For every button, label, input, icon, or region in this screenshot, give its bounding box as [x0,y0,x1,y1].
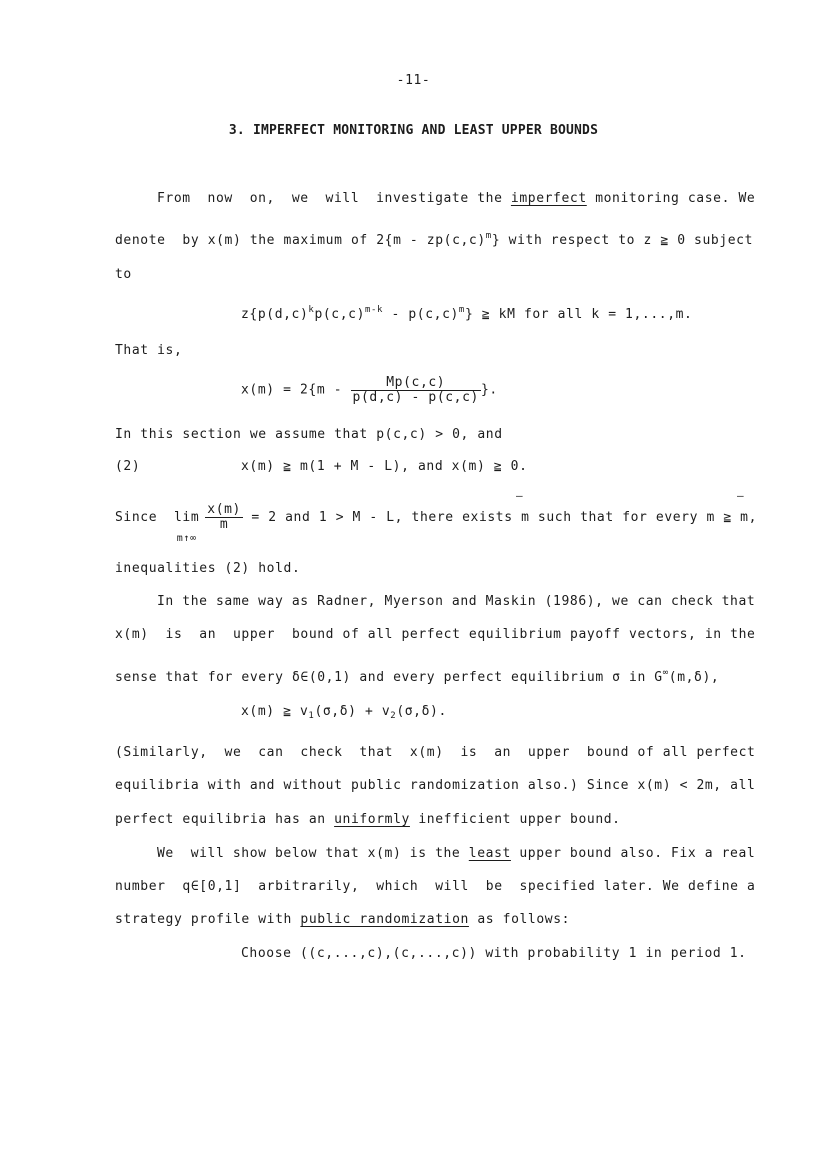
paragraph-line: inequalities (2) hold. [115,561,301,576]
emphasis-public-randomization: public randomization [300,912,469,927]
fraction: $\frac{x(m)}{m}$ [207,502,241,532]
emphasis-least: least [468,846,511,861]
overbar: – [516,489,524,502]
paragraph-line: to [115,267,132,282]
overbar: – [737,489,745,502]
equation-condition: x(m) ≧ m(1 + M - L), and x(m) ≧ 0. [241,459,528,474]
paragraph-line: (Similarly, we can check that x(m) is an upper bound of all perfect [115,745,756,760]
fraction: $\frac{Mp(c,c)}{p(d,c) - p(c,c)}$ [352,375,479,405]
paragraph-line: equilibria with and without public randomization also.) Since x(m) < 2m, all [115,778,756,793]
paragraph-line: sense that for every δ∈(0,1) and every perfect equilibrium σ in G∞(m,δ), [115,668,720,685]
paragraph-line: In this section we assume that p(c,c) > 0, and [115,427,503,442]
paragraph-line: denote by x(m) the maximum of $2\{m - zp(c,c)^m\}$ with respect to z ≧ 0 subject [115,231,754,248]
page-number: -11- [396,73,431,88]
paragraph-line: perfect equilibria has an uniformly inefficient upper bound. [115,812,621,827]
paragraph-line: We will show below that x(m) is the least upper bound also. Fix a real [157,846,756,861]
equation-constraint: $z\{p(d,c)^kp(c,c)^{m-k} - p(c,c)^m\}$ ≧ kM for all k = 1,...,m. [241,305,693,322]
paragraph-line: In the same way as Radner, Myerson and Maskin (1986), we can check that [157,594,756,609]
paragraph-line: number q∈[0,1] arbitrarily, which will be specified later. We define a [115,879,756,894]
paragraph-line: strategy profile with public randomization as follows: [115,912,571,927]
limit-operator: lim m↑∞ [174,510,200,544]
strategy-step: Choose ((c,...,c),(c,...,c)) with probability 1 in period 1. [241,946,747,961]
equation-label: (2) [115,459,141,474]
paragraph-line-limit: Since lim m↑∞ $\frac{x(m)}{m}$ = 2 and 1 > M - L, there exists m such that for every m ≧ m, [115,502,758,544]
equation-payoff: x(m) ≧ $v_1(\sigma,\delta) + v_2(\sigma,\delta)$. [241,704,447,721]
section-heading: 3. IMPERFECT MONITORING AND LEAST UPPER BOUNDS [228,123,599,138]
emphasis-imperfect: imperfect [510,191,587,206]
emphasis-uniformly: uniformly [334,812,410,827]
paragraph-line: That is, [115,343,183,358]
paragraph-line: x(m) is an upper bound of all perfect equilibrium payoff vectors, in the [115,627,756,642]
equation-xm: x(m) = 2{m - $\frac{Mp(c,c)}{p(d,c) - p(c,c)}$ }. [241,375,498,405]
paragraph-line: From now on, we will investigate the imperfect monitoring case. We [157,191,756,206]
